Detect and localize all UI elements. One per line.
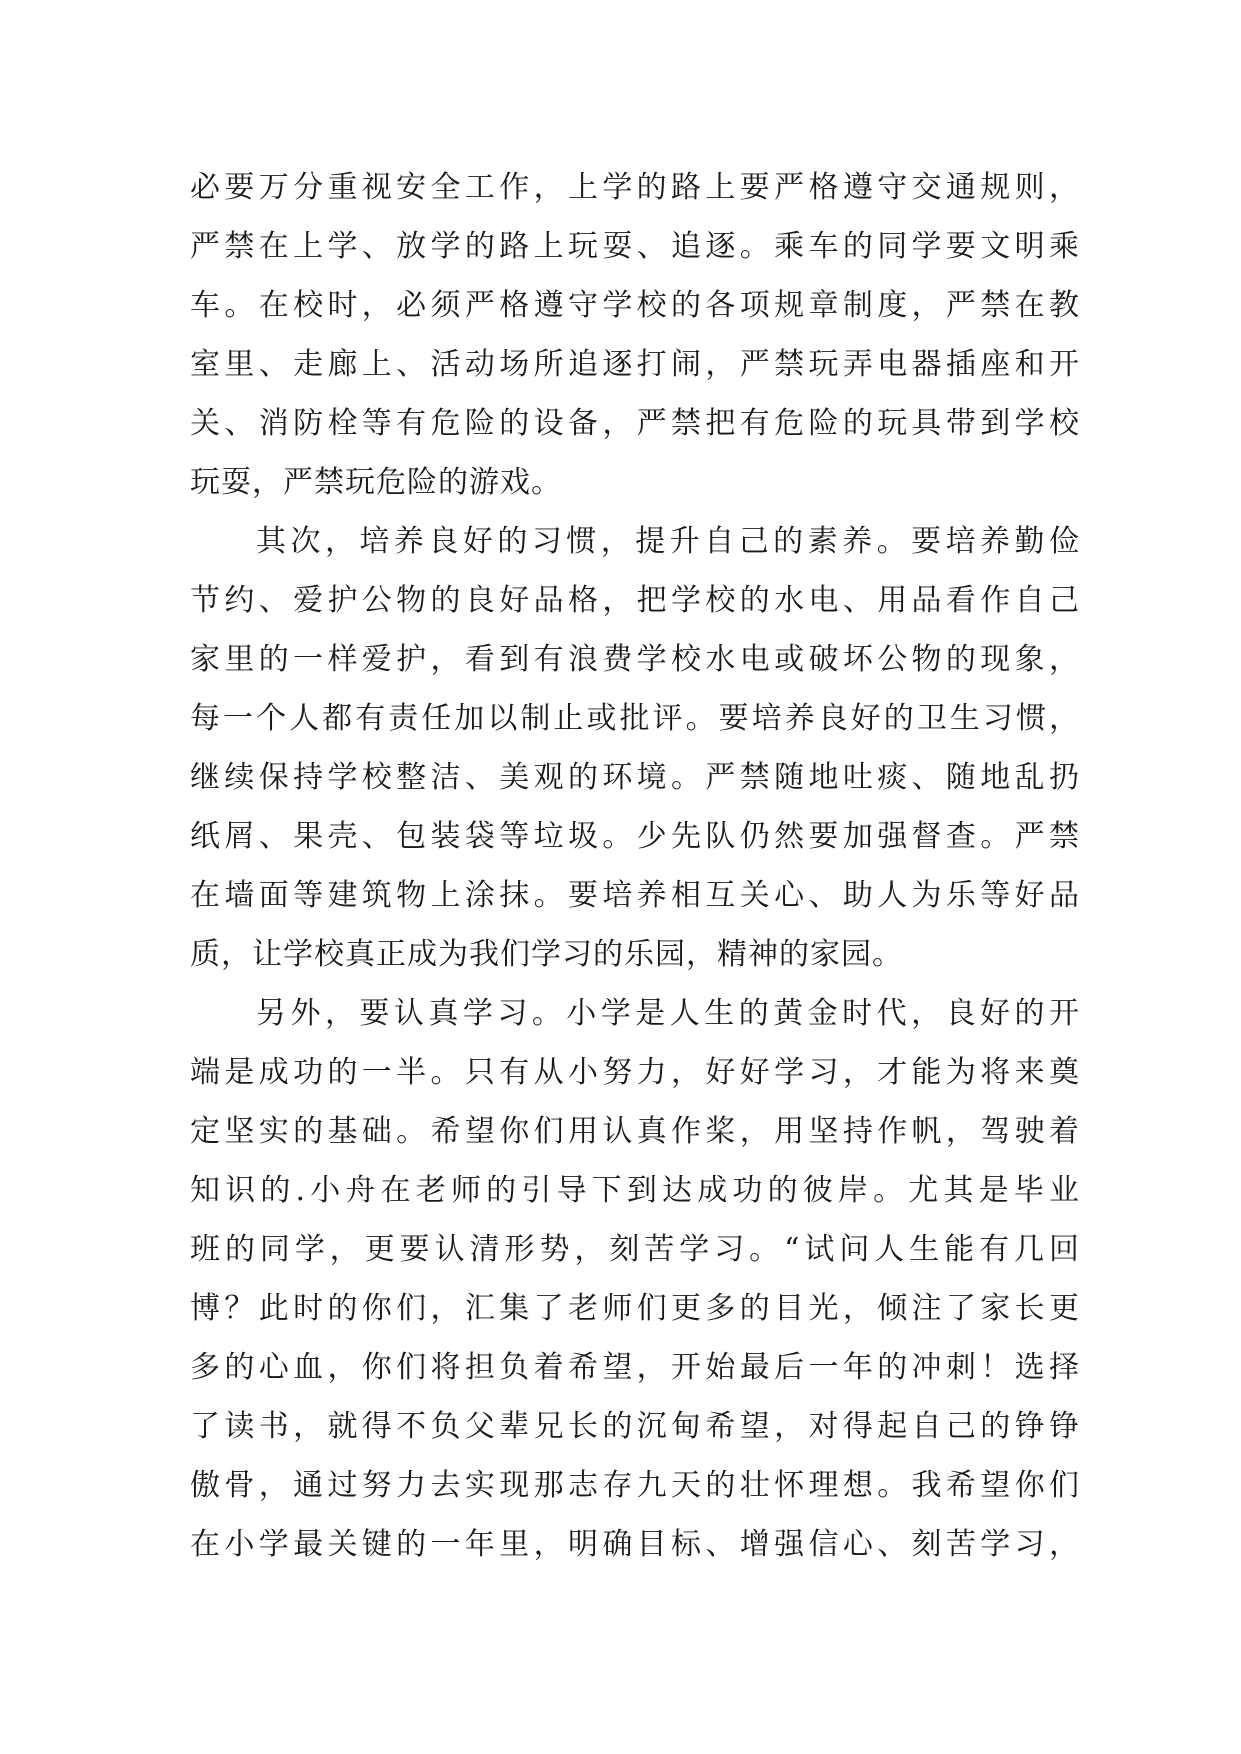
text-line: 了读书，就得不负父辈兄长的沉甸希望，对得起自己的铮铮	[190, 1409, 1080, 1444]
text-line: 继续保持学校整洁、美观的环境。严禁随地吐痰、随地乱扔	[190, 760, 1080, 795]
text-line: 每一个人都有责任加以制止或批评。要培养良好的卫生习惯，	[190, 701, 1080, 736]
text-line: 端是成功的一半。只有从小努力，好好学习，才能为将来奠	[190, 1055, 1080, 1090]
text-line: 家里的一样爱护，看到有浪费学校水电或破坏公物的现象，	[190, 642, 1080, 677]
text-line: 严禁在上学、放学的路上玩耍、追逐。乘车的同学要文明乘	[190, 229, 1080, 264]
text-line: 室里、走廊上、活动场所追逐打闹，严禁玩弄电器插座和开	[190, 347, 1080, 382]
text-line: 班的同学，更要认清形势，刻苦学习。“试问人生能有几回	[190, 1232, 1080, 1267]
body-text	[190, 158, 1080, 1574]
text-line: 博？此时的你们，汇集了老师们更多的目光，倾注了家长更	[190, 1291, 1080, 1326]
text-line: 多的心血，你们将担负着希望，开始最后一年的冲刺！选择	[190, 1350, 1080, 1385]
text-line: 节约、爱护公物的良好品格，把学校的水电、用品看作自己	[190, 583, 1080, 618]
text-line: 其次，培养良好的习惯，提升自己的素养。要培养勤俭	[256, 524, 1080, 559]
text-line: 在小学最关键的一年里，明确目标、增强信心、刻苦学习，	[190, 1527, 1080, 1562]
text-line: 知识的.小舟在老师的引导下到达成功的彼岸。尤其是毕业	[190, 1173, 1080, 1208]
text-line: 关、消防栓等有危险的设备，严禁把有危险的玩具带到学校	[190, 406, 1080, 441]
text-line: 玩耍，严禁玩危险的游戏。	[190, 465, 562, 500]
text-line: 纸屑、果壳、包装袋等垃圾。少先队仍然要加强督查。严禁	[190, 819, 1080, 854]
text-line: 定坚实的基础。希望你们用认真作桨，用坚持作帆，驾驶着	[190, 1114, 1080, 1149]
text-line: 车。在校时，必须严格遵守学校的各项规章制度，严禁在教	[190, 288, 1080, 323]
text-line: 质，让学校真正成为我们学习的乐园，精神的家园。	[190, 937, 903, 972]
text-line: 另外，要认真学习。小学是人生的黄金时代，良好的开	[256, 996, 1080, 1031]
text-line: 必要万分重视安全工作，上学的路上要严格遵守交通规则，	[190, 170, 1080, 205]
text-line: 傲骨，通过努力去实现那志存九天的壮怀理想。我希望你们	[190, 1468, 1080, 1503]
text-line: 在墙面等建筑物上涂抹。要培养相互关心、助人为乐等好品	[190, 878, 1080, 913]
